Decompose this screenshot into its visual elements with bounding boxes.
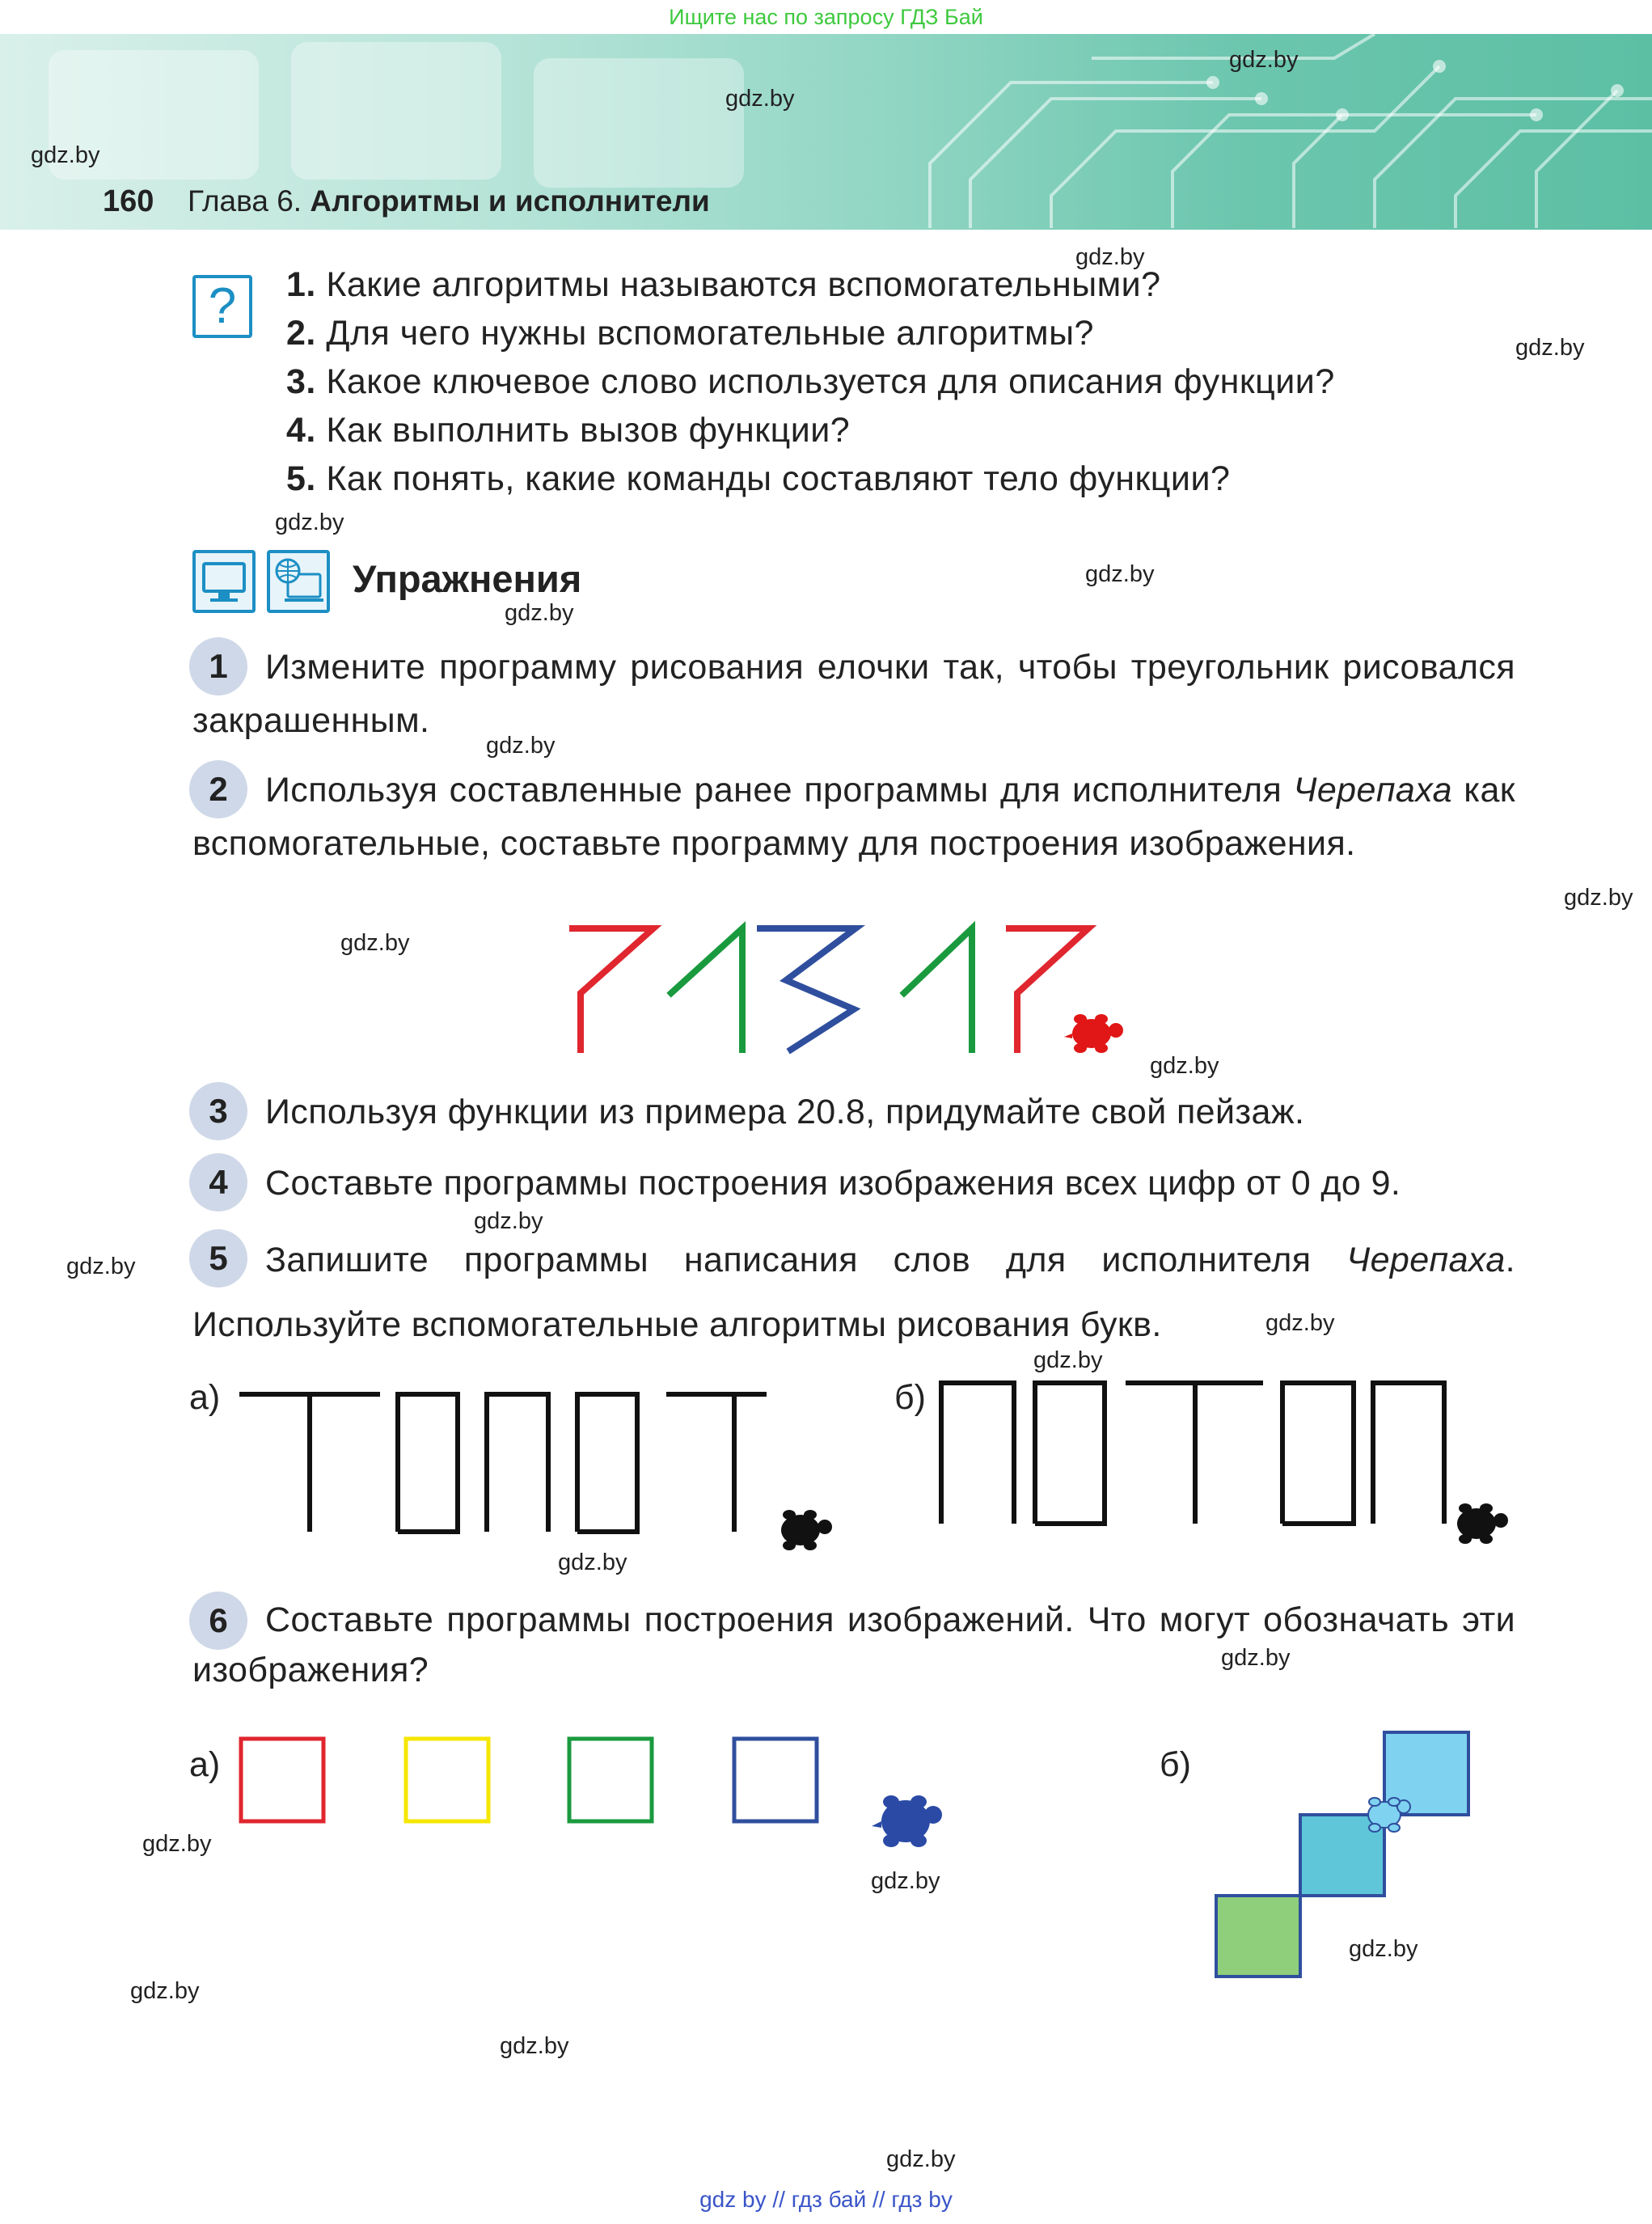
watermark: gdz.by bbox=[725, 86, 795, 112]
label-a: а) bbox=[189, 1378, 221, 1417]
question-text: Какие алгоритмы называются вспомогательными? bbox=[326, 265, 1161, 304]
bottom-square bbox=[1216, 1896, 1300, 1977]
watermark: gdz.by bbox=[1564, 885, 1633, 911]
watermark: gdz.by bbox=[1229, 47, 1299, 73]
watermark: gdz.by bbox=[558, 1550, 627, 1575]
watermark: gdz.by bbox=[31, 142, 100, 168]
footer-separator: // bbox=[772, 2187, 785, 2212]
question-4 bbox=[286, 411, 850, 450]
watermark: gdz.by bbox=[340, 930, 410, 956]
digit-seven-red bbox=[572, 928, 653, 1050]
executor-name: Черепаха bbox=[1293, 771, 1452, 810]
digit-one-green bbox=[671, 928, 742, 1050]
chapter-heading bbox=[188, 184, 710, 218]
watermark: gdz.by bbox=[1033, 1347, 1103, 1373]
question-number: 3. bbox=[286, 362, 316, 401]
digit-one-green bbox=[904, 928, 972, 1050]
watermark: gdz.by bbox=[1075, 244, 1145, 270]
exercise-text-part: . Используйте вспомогательные алгоритмы рисования букв. bbox=[192, 1241, 1515, 1344]
question-number: 5. bbox=[286, 459, 316, 498]
label-a: а) bbox=[189, 1745, 221, 1784]
chapter-prefix: Глава 6. bbox=[188, 184, 302, 218]
exercise-text-part: Запишите программы написания слов для исполнителя bbox=[265, 1241, 1347, 1279]
question-text: Какое ключевое слово используется для описания функции? bbox=[326, 362, 1335, 401]
exercise-6-text: Составьте программы построения изображений. Что могут обозначать эти изображения? bbox=[192, 1600, 1515, 1689]
watermark: gdz.by bbox=[1349, 1936, 1418, 1962]
question-text: Как выполнить вызов функции? bbox=[326, 411, 851, 450]
question-1 bbox=[286, 265, 1161, 305]
letter-t bbox=[666, 1394, 767, 1532]
turtle-icon bbox=[872, 1795, 942, 1847]
computer-icon bbox=[192, 550, 256, 613]
exercise-3-text: Используя функции из примера 20.8, придумайте свой пейзаж. bbox=[265, 1093, 1305, 1131]
exercise-number: 2 bbox=[189, 760, 247, 818]
question-number: 2. bbox=[286, 314, 316, 353]
exercise-text-part: как вспомогательные, составьте программу для построения изображения. bbox=[192, 771, 1515, 863]
letter-p bbox=[941, 1383, 1014, 1524]
executor-name: Черепаха bbox=[1346, 1241, 1506, 1279]
footer-separator: // bbox=[872, 2187, 885, 2212]
digit-three-blue bbox=[760, 928, 856, 1050]
yellow-square bbox=[406, 1739, 488, 1821]
question-text: Для чего нужны вспомогательные алгоритмы? bbox=[326, 314, 1094, 353]
watermark: gdz.by bbox=[500, 2033, 569, 2059]
exercise-number: 5 bbox=[189, 1229, 247, 1287]
colored-squares-figure bbox=[226, 1723, 970, 1884]
question-text: Как понять, какие команды составляют тело функции? bbox=[326, 459, 1231, 498]
question-icon: ? bbox=[192, 275, 252, 338]
watermark: gdz.by bbox=[505, 600, 574, 626]
watermark: gdz.by bbox=[130, 1978, 200, 2004]
question-number: 4. bbox=[286, 411, 316, 450]
footer-links bbox=[0, 2187, 1652, 2213]
letter-t bbox=[239, 1394, 380, 1532]
watermark: gdz.by bbox=[886, 2146, 956, 2172]
exercise-number: 1 bbox=[189, 637, 247, 696]
exercise-number: 3 bbox=[189, 1082, 247, 1140]
watermark: gdz.by bbox=[66, 1254, 136, 1279]
blue-square bbox=[734, 1739, 817, 1821]
letter-o bbox=[398, 1394, 458, 1532]
letter-o bbox=[1035, 1383, 1105, 1524]
chapter-title: Алгоритмы и исполнители bbox=[310, 184, 710, 218]
stair-squares-figure bbox=[1205, 1723, 1480, 1981]
green-square bbox=[569, 1739, 652, 1821]
label-b: б) bbox=[1160, 1745, 1191, 1784]
exercise-number: 4 bbox=[189, 1153, 247, 1211]
turtle-icon bbox=[1457, 1503, 1508, 1544]
exercise-text-part: Используя составленные ранее программы для исполнителя bbox=[265, 771, 1294, 810]
turtle-icon bbox=[781, 1510, 832, 1550]
globe-computer-icon bbox=[267, 550, 330, 613]
watermark: gdz.by bbox=[1150, 1053, 1219, 1079]
exercise-4-text: Составьте программы построения изображения всех цифр от 0 до 9. bbox=[265, 1164, 1401, 1203]
question-5 bbox=[286, 459, 1230, 499]
watermark: gdz.by bbox=[486, 733, 556, 759]
letter-t bbox=[1126, 1383, 1263, 1524]
exercises-title: Упражнения bbox=[353, 557, 582, 600]
watermark: gdz.by bbox=[1085, 561, 1155, 587]
watermark: gdz.by bbox=[1265, 1310, 1335, 1336]
exercise-2-text bbox=[192, 763, 1515, 870]
watermark: gdz.by bbox=[1221, 1645, 1291, 1671]
word-topot-figure bbox=[234, 1375, 849, 1569]
watermark: gdz.by bbox=[275, 509, 344, 535]
question-2 bbox=[286, 314, 1094, 353]
footer-link[interactable]: gdz by bbox=[699, 2187, 767, 2212]
exercise-number: 6 bbox=[189, 1592, 247, 1650]
footer-link[interactable]: гдз бай bbox=[791, 2187, 867, 2212]
footer-link[interactable]: гдз by bbox=[891, 2187, 953, 2212]
watermark: gdz.by bbox=[1515, 335, 1585, 361]
letter-p bbox=[487, 1394, 548, 1532]
page-number: 160 bbox=[103, 184, 154, 218]
red-square bbox=[241, 1739, 323, 1821]
question-number: 1. bbox=[286, 265, 316, 304]
word-potop-figure bbox=[930, 1367, 1528, 1561]
label-b: б) bbox=[894, 1378, 926, 1417]
watermark: gdz.by bbox=[142, 1831, 212, 1857]
watermark: gdz.by bbox=[474, 1208, 543, 1234]
turtle-icon bbox=[1064, 1014, 1123, 1053]
exercise-5-text bbox=[192, 1228, 1515, 1357]
watermark: gdz.by bbox=[871, 1868, 940, 1894]
letter-o bbox=[577, 1394, 637, 1532]
exercise-1-text: Измените программу рисования елочки так, чтобы треугольник рисовался закрашенным. bbox=[192, 648, 1515, 740]
question-3 bbox=[286, 362, 1335, 402]
top-banner: Ищите нас по запросу ГДЗ Бай bbox=[669, 5, 983, 29]
digits-figure bbox=[558, 914, 1140, 1076]
letter-p bbox=[1373, 1383, 1444, 1524]
letter-o bbox=[1282, 1383, 1354, 1524]
